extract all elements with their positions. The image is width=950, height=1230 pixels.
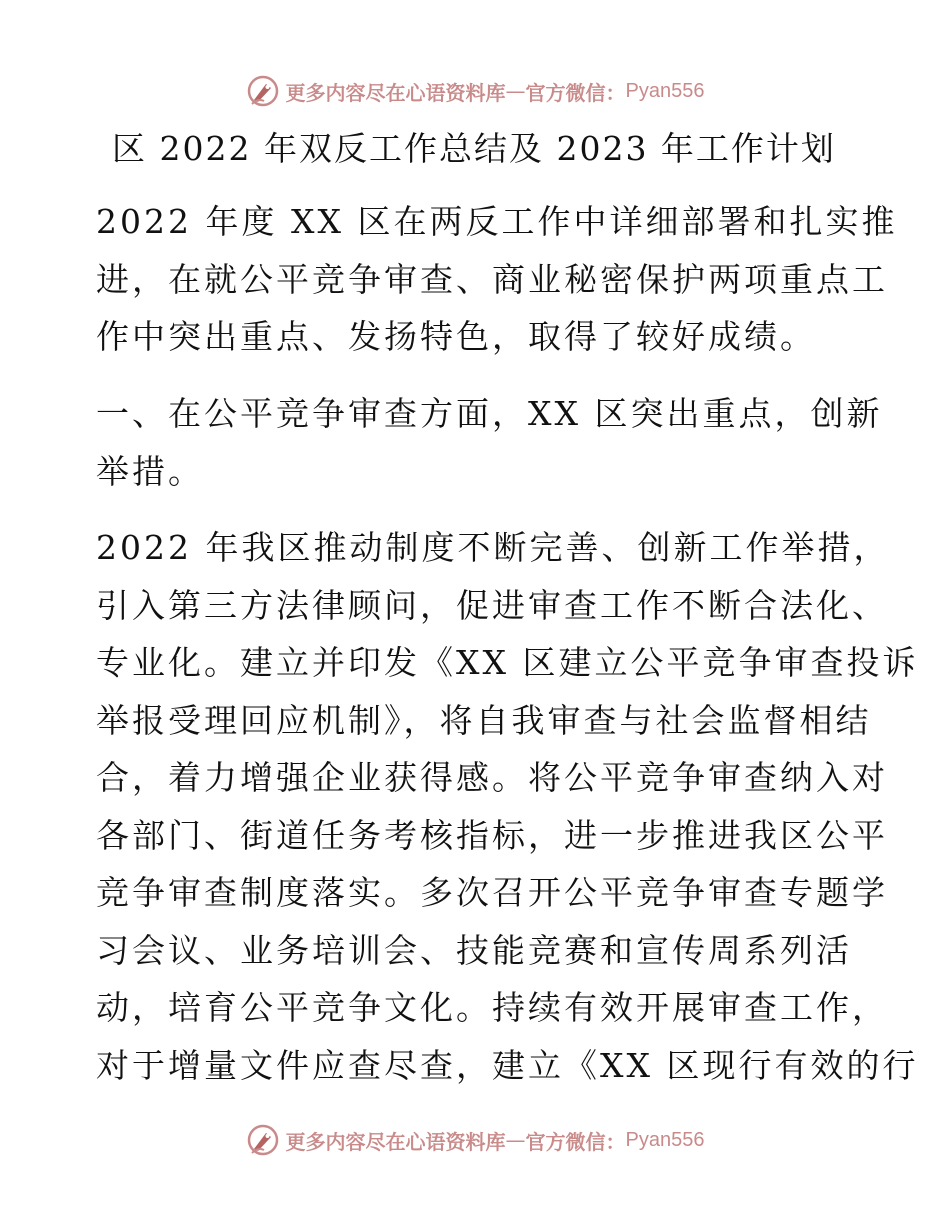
text-line: 专业化。建立并印发《XX 区建立公平竞争审查投诉 (96, 643, 919, 682)
watermark-separator: — (505, 79, 526, 103)
watermark-wechat-label: 官方微信： (525, 80, 626, 105)
watermark-text: 更多内容尽在心语资料库 (285, 1129, 506, 1154)
text-line: 动，培育公平竞争文化。持续有效开展审查工作， (96, 988, 888, 1027)
text-line: 一、在公平竞争审查方面，XX 区突出重点，创新 (96, 394, 883, 433)
text-line: 举措。 (96, 451, 204, 491)
watermark-header (0, 71, 950, 111)
text-line: 2022 年我区推动制度不断完善、创新工作举措， (96, 528, 890, 567)
section-heading-1 (96, 385, 883, 500)
watermark-text: 更多内容尽在心语资料库 (285, 80, 506, 105)
pen-nib-icon (246, 1123, 280, 1157)
watermark-wechat-id: Pyan556 (625, 79, 705, 102)
paragraph-body (96, 519, 919, 1094)
text-line: 对于增量文件应查尽查，建立《XX 区现行有效的行 (96, 1045, 919, 1085)
pen-nib-icon (246, 74, 280, 108)
text-line: 各部门、街道任务考核指标，进一步推进我区公平 (96, 815, 888, 855)
paragraph-intro (96, 193, 898, 366)
watermark-footer (0, 1120, 950, 1160)
watermark-wechat-id: Pyan556 (625, 1128, 705, 1151)
text-line: 竞争审查制度落实。多次召开公平竞争审查专题学 (96, 873, 888, 912)
document-title: 区 2022 年双反工作总结及 2023 年工作计划 (112, 129, 836, 168)
text-line: 作中突出重点、发扬特色，取得了较好成绩。 (96, 317, 816, 356)
text-line: 进，在就公平竞争审查、商业秘密保护两项重点工 (96, 259, 888, 299)
watermark-wechat-label: 官方微信： (525, 1129, 626, 1154)
text-line: 习会议、业务培训会、技能竞赛和宣传周系列活 (96, 930, 852, 970)
text-line: 2022 年度 XX 区在两反工作中详细部署和扎实推 (96, 202, 898, 241)
text-line: 举报受理回应机制》，将自我审查与社会监督相结 (96, 700, 872, 740)
text-line: 引入第三方法律顾问，促进审查工作不断合法化、 (96, 585, 888, 625)
text-line: 合，着力增强企业获得感。将公平竞争审查纳入对 (96, 758, 888, 797)
watermark-separator: — (505, 1128, 526, 1152)
